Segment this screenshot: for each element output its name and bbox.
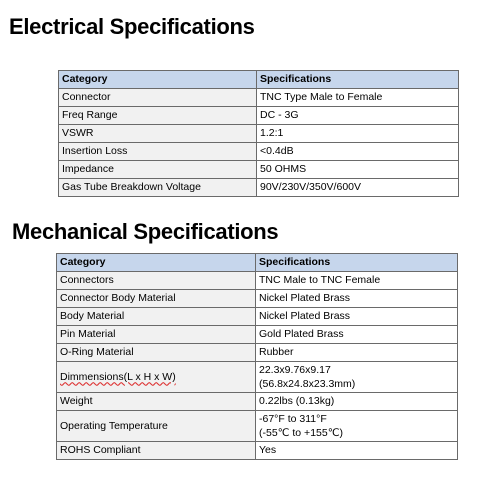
row-category: Weight [57, 393, 256, 411]
table-row [57, 326, 458, 344]
spec-line: (-55℃ to +155℃) [259, 427, 343, 439]
row-spec: TNC Male to TNC Female [256, 272, 458, 290]
row-category: Gas Tube Breakdown Voltage [59, 179, 257, 197]
table-row [57, 442, 458, 460]
specifications-header: Specifications [257, 71, 459, 89]
row-spec: Yes [256, 442, 458, 460]
row-spec: Nickel Plated Brass [256, 308, 458, 326]
table-row [59, 107, 459, 125]
table-header-row [57, 254, 458, 272]
row-spec: 90V/230V/350V/600V [257, 179, 459, 197]
row-category: O-Ring Material [57, 344, 256, 362]
row-spec: 50 OHMS [257, 161, 459, 179]
row-spec: Rubber [256, 344, 458, 362]
row-category: Pin Material [57, 326, 256, 344]
row-spec: Gold Plated Brass [256, 326, 458, 344]
mechanical-specifications-table [56, 253, 458, 460]
electrical-specifications-title: Electrical Specifications [9, 14, 255, 39]
row-spec: 1.2:1 [257, 125, 459, 143]
table-row [59, 179, 459, 197]
spec-line: 22.3x9.76x9.17 [259, 364, 331, 376]
row-category: Freq Range [59, 107, 257, 125]
row-category [57, 362, 256, 393]
table-row [59, 125, 459, 143]
row-category: Body Material [57, 308, 256, 326]
row-spec: Nickel Plated Brass [256, 290, 458, 308]
row-category: Connectors [57, 272, 256, 290]
row-spec: <0.4dB [257, 143, 459, 161]
row-spec: 0.22lbs (0.13kg) [256, 393, 458, 411]
row-category: Connector Body Material [57, 290, 256, 308]
table-header-row [59, 71, 459, 89]
table-row [59, 161, 459, 179]
row-category: Insertion Loss [59, 143, 257, 161]
table-row [57, 290, 458, 308]
dimensions-label: Dimmensions(L x H x W) [60, 370, 176, 383]
row-spec [256, 362, 458, 393]
row-category: Impedance [59, 161, 257, 179]
table-row [57, 411, 458, 442]
table-row [57, 308, 458, 326]
spec-line: (56.8x24.8x23.3mm) [259, 378, 356, 390]
table-row [57, 393, 458, 411]
table-row [57, 344, 458, 362]
row-spec: TNC Type Male to Female [257, 89, 459, 107]
row-spec [256, 411, 458, 442]
mechanical-specifications-title: Mechanical Specifications [12, 219, 279, 244]
row-category: VSWR [59, 125, 257, 143]
row-category: Operating Temperature [57, 411, 256, 442]
row-spec: DC - 3G [257, 107, 459, 125]
spec-line: -67°F to 311°F [259, 413, 327, 425]
table-row [57, 362, 458, 393]
electrical-specifications-table [58, 70, 459, 197]
table-row [57, 272, 458, 290]
row-category: ROHS Compliant [57, 442, 256, 460]
table-row [59, 143, 459, 161]
table-row [59, 89, 459, 107]
category-header: Category [59, 71, 257, 89]
row-category: Connector [59, 89, 257, 107]
specifications-header: Specifications [256, 254, 458, 272]
category-header: Category [57, 254, 256, 272]
